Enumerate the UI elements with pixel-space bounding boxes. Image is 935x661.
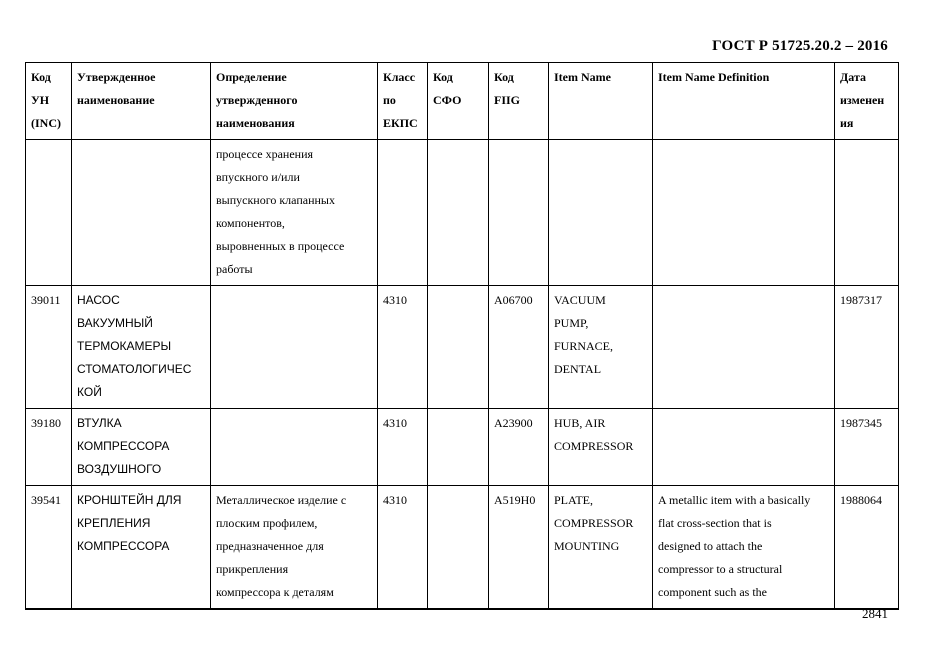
table-row [26, 409, 899, 486]
table-row [26, 286, 899, 409]
header-item-name-definition: Item Name Definition [653, 63, 835, 140]
cell-item-definition [653, 409, 835, 486]
cell-name [72, 140, 211, 286]
document-title: ГОСТ Р 51725.20.2 – 2016 [712, 38, 888, 54]
cell-item-name: VACUUM PUMP, FURNACE, DENTAL [549, 286, 653, 409]
cell-class: 4310 [378, 409, 428, 486]
header-item-name: Item Name [549, 63, 653, 140]
cell-definition [211, 409, 378, 486]
catalog-table [25, 62, 899, 610]
cell-inc [26, 140, 72, 286]
cell-fiig: A519H0 [489, 486, 549, 610]
cell-class: 4310 [378, 486, 428, 610]
cell-sfo [428, 286, 489, 409]
cell-definition [211, 286, 378, 409]
header-definition: Определение утвержденного наименования [211, 63, 378, 140]
cell-definition: Металлическое изделие с плоским профилем, предназначенное для прикрепления компрессора к деталям [211, 486, 378, 610]
cell-date [835, 140, 899, 286]
table-row [26, 140, 899, 286]
cell-definition: процессе хранения впускного и/или выпускного клапанных компонентов, выровненных в процессе работы [211, 140, 378, 286]
header-approved-name: Утвержденное наименование [72, 63, 211, 140]
header-date: Дата изменен ия [835, 63, 899, 140]
header-inc: Код УН (INC) [26, 63, 72, 140]
header-sfo: Код СФО [428, 63, 489, 140]
cell-inc: 39180 [26, 409, 72, 486]
cell-name: КРОНШТЕЙН ДЛЯ КРЕПЛЕНИЯ КОМПРЕССОРА [72, 486, 211, 610]
cell-sfo [428, 486, 489, 610]
cell-item-definition [653, 140, 835, 286]
cell-item-name: HUB, AIR COMPRESSOR [549, 409, 653, 486]
cell-sfo [428, 140, 489, 286]
cell-item-name: PLATE, COMPRESSOR MOUNTING [549, 486, 653, 610]
cell-inc: 39011 [26, 286, 72, 409]
table-row [26, 486, 899, 610]
page-number: 2841 [862, 606, 888, 621]
cell-name: НАСОС ВАКУУМНЫЙ ТЕРМОКАМЕРЫ СТОМАТОЛОГИЧЕС КОЙ [72, 286, 211, 409]
cell-fiig: A23900 [489, 409, 549, 486]
cell-fiig: A06700 [489, 286, 549, 409]
table-header-row [26, 63, 899, 140]
cell-inc: 39541 [26, 486, 72, 610]
cell-sfo [428, 409, 489, 486]
cell-name: ВТУЛКА КОМПРЕССОРА ВОЗДУШНОГО [72, 409, 211, 486]
header-class: Класс по ЕКПС [378, 63, 428, 140]
cell-date: 1987345 [835, 409, 899, 486]
cell-date: 1987317 [835, 286, 899, 409]
cell-class: 4310 [378, 286, 428, 409]
cell-item-definition [653, 286, 835, 409]
cell-date: 1988064 [835, 486, 899, 610]
cell-class [378, 140, 428, 286]
cell-item-definition: A metallic item with a basically flat cross-section that is designed to attach the compressor to a structural component such as the [653, 486, 835, 610]
cell-item-name [549, 140, 653, 286]
cell-fiig [489, 140, 549, 286]
header-fiig: Код FIIG [489, 63, 549, 140]
